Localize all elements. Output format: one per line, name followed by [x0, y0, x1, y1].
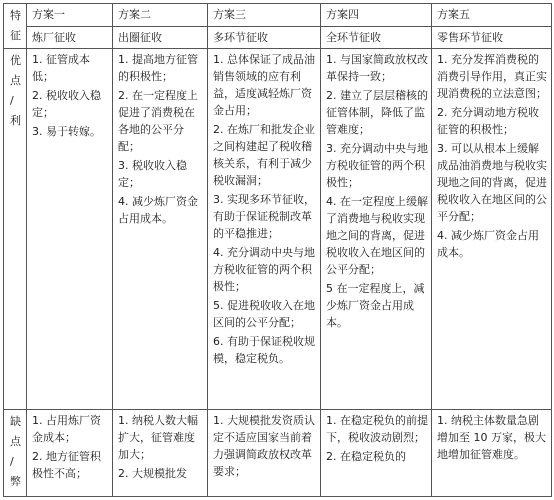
- cell-point: 1. 纳税人数大幅扩大，征管难度加大；: [118, 414, 198, 461]
- row-label: [10, 51, 24, 131]
- header-row: [4, 4, 552, 27]
- table-cell: [27, 410, 113, 497]
- table-cell: [113, 410, 208, 497]
- cell-point: 3. 充分调动中央与地方税收征管的两个积极性；: [326, 142, 428, 189]
- row-label-char: 点: [10, 74, 21, 87]
- cell-point: 4. 减少炼厂资金占用成本。: [437, 229, 539, 259]
- table-cell: [113, 49, 208, 410]
- cell-point: 1. 提高地方征管的积极性；: [118, 53, 198, 83]
- cell-point: 1. 纳税主体数量急剧增加至 10 万家，极大地增加征管难度。: [437, 414, 546, 461]
- feature-header-char: 特: [10, 9, 21, 22]
- feature-header-char: 征: [10, 29, 21, 42]
- table-cell: [27, 49, 113, 410]
- cell-point: 2. 地方征管积极性不高；: [32, 450, 101, 480]
- advantages-row: [4, 49, 552, 410]
- cell-point: 4. 充分调动中央与地方税收征管的两个积极性；: [213, 246, 315, 293]
- row-label-cell: [4, 410, 27, 497]
- row-label-char: 优: [10, 54, 21, 67]
- tax-scheme-comparison-table: [3, 3, 552, 497]
- collection-stage: 出圈征收: [113, 26, 208, 49]
- feature-header-label: [10, 6, 24, 46]
- cell-point: 5 在一定程度上，减少炼厂资金占用成本。: [326, 282, 425, 329]
- cell-point: 2. 充分调动地方税收征管的积极性；: [437, 106, 539, 136]
- scheme-header: 方案一: [27, 4, 113, 27]
- cell-point: 1. 征管成本低；: [32, 53, 90, 83]
- cell-point: 4. 减少炼厂资金占用成本。: [118, 195, 198, 225]
- cell-point: 1. 与国家简政放权改革保持一致；: [326, 53, 428, 83]
- feature-header-cell: [4, 4, 27, 49]
- row-label-cell: [4, 49, 27, 410]
- collection-stage: 零售环节征收: [432, 26, 552, 49]
- collection-stage: 多环节征收: [208, 26, 321, 49]
- cell-point: 3. 实现多环节征收，有助于保证税制改革的平稳推进；: [213, 193, 315, 240]
- row-label-char: 点: [10, 435, 21, 448]
- cell-point: 1. 大规模批发资质认定不适应国家当前着力强调简政放权改革要求；: [213, 414, 315, 478]
- row-label-char: /: [10, 94, 14, 107]
- table-cell: [321, 410, 432, 497]
- cell-point: 3. 可以从根本上缓解成品油消费地与税收实现地之间的背离，促进税收收入在地区间的公平分配；: [437, 142, 547, 223]
- scheme-header: 方案五: [432, 4, 552, 27]
- cell-point: 2. 建立了层层稽核的征管体制，降低了监管难度；: [326, 89, 428, 136]
- collection-stage: 全环节征收: [321, 26, 432, 49]
- cell-point: 1. 占用炼厂资金成本；: [32, 414, 101, 444]
- cell-point: 1. 总体保证了成品油销售领域的应有利益，适度减轻炼厂资金占用；: [213, 53, 315, 117]
- row-label: [10, 412, 24, 492]
- cell-point: 3. 易于转嫁。: [32, 125, 101, 138]
- row-label-char: /: [10, 455, 14, 468]
- cell-point: 1. 充分发挥消费税的消费引导作用，真正实现消费税的立法意图；: [437, 53, 547, 100]
- cell-point: 2. 在炼厂和批发企业之间构建起了税收稽核关系，有利于减少税收漏洞；: [213, 123, 315, 187]
- cell-point: 1. 在稳定税负的前提下，税收波动剧烈；: [326, 414, 428, 444]
- disadvantages-row: [4, 410, 552, 497]
- scheme-header: 方案四: [321, 4, 432, 27]
- table-cell: [208, 410, 321, 497]
- subheader-row: [4, 26, 552, 49]
- cell-point: 6. 有助于保证税收规模，稳定税负。: [213, 335, 315, 365]
- cell-point: 3. 税收收入稳定；: [118, 159, 187, 189]
- row-label-char: 利: [10, 114, 21, 127]
- table-cell: [432, 49, 552, 410]
- row-label-char: 弊: [10, 475, 21, 488]
- cell-point: 5. 促进税收收入在地区间的公平分配；: [213, 299, 315, 329]
- collection-stage: 炼厂征收: [27, 26, 113, 49]
- cell-point: 2. 在一定程度上促进了消费税在各地的公平分配；: [118, 89, 198, 153]
- cell-point: 2. 税收收入稳定；: [32, 89, 101, 119]
- scheme-header: 方案二: [113, 4, 208, 27]
- table-cell: [432, 410, 552, 497]
- scheme-header: 方案三: [208, 4, 321, 27]
- table-cell: [208, 49, 321, 410]
- cell-point: 2. 大规模批发: [118, 467, 187, 480]
- table-cell: [321, 49, 432, 410]
- row-label-char: 缺: [10, 415, 21, 428]
- cell-point: 4. 在一定程度上缓解了消费地与税收实现地之间的背离，促进税收收入在地区间的公平分配；: [326, 195, 428, 276]
- cell-point: 2. 在稳定税负的: [326, 450, 406, 463]
